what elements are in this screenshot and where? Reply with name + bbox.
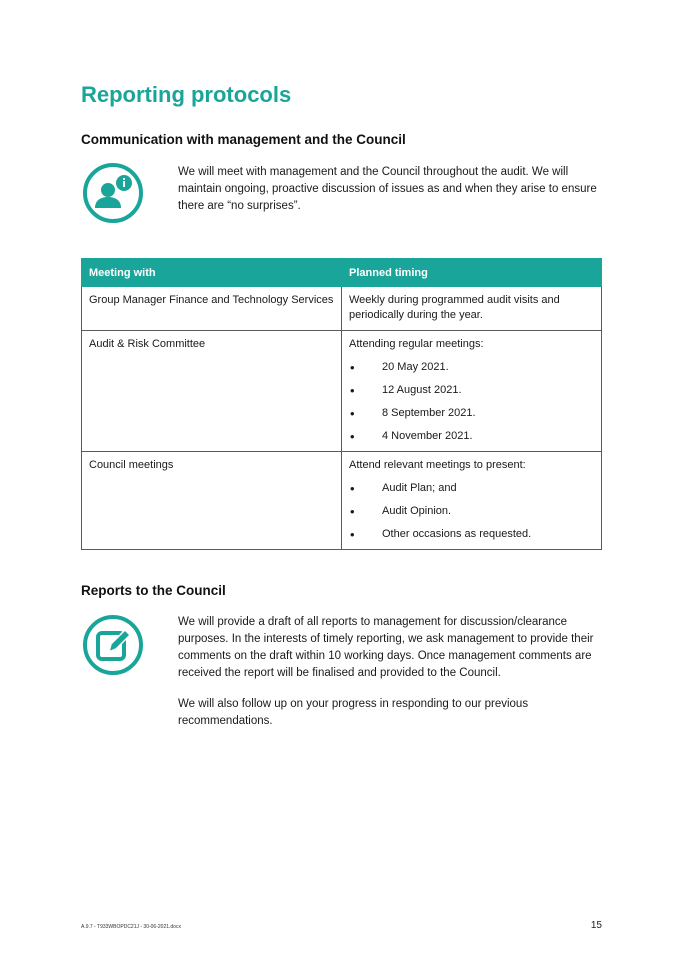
communication-paragraph: We will meet with management and the Council throughout the audit. We will maintain ongoing, proactive discussion of issues as and when they arise to ensure there are “no surprises”. <box>178 166 597 212</box>
timing-text: Attending regular meetings: <box>349 338 484 350</box>
list-item: • Other occasions as requested. <box>349 527 594 542</box>
page-number: 15 <box>590 920 602 931</box>
timing-text: Attend relevant meetings to present: <box>349 459 526 471</box>
table-row <box>82 331 602 452</box>
report-edit-icon <box>82 614 144 676</box>
table-row <box>82 452 602 550</box>
list-item: • Audit Opinion. <box>349 504 594 519</box>
list-item: • Audit Plan; and <box>349 481 594 496</box>
list-item: • 8 September 2021. <box>349 406 594 421</box>
table-header-row <box>82 259 602 287</box>
section-heading-communication: Communication with management and the Council <box>81 132 406 147</box>
timing-cell <box>342 452 602 550</box>
reports-paragraph-2: We will also follow up on your progress in responding to our previous recommendations. <box>178 698 529 727</box>
column-header-planned-timing: Planned timing <box>342 259 602 287</box>
meeting-cell: Group Manager Finance and Technology Services <box>82 287 342 331</box>
person-info-icon <box>82 162 144 224</box>
footer-document-reference: A.9.7 - T933WBOPDC21J - 30-06-2021.docx <box>81 924 181 930</box>
section-heading-reports: Reports to the Council <box>81 583 226 598</box>
column-header-meeting-with: Meeting with <box>82 259 342 287</box>
list-item: • 12 August 2021. <box>349 383 594 398</box>
timing-cell <box>342 331 602 452</box>
reports-paragraph-1: We will provide a draft of all reports to management for discussion/clearance purposes. In the interests of timely reporting, we ask management to provide their comments on the draft within 10 working days. Once management comments are received the report will be finalised and provided to the Council. <box>178 616 594 679</box>
list-item: • 4 November 2021. <box>349 429 594 444</box>
page-title: Reporting protocols <box>81 82 292 107</box>
meeting-cell: Council meetings <box>82 452 342 550</box>
list-item: • 20 May 2021. <box>349 360 594 375</box>
meeting-cell: Audit & Risk Committee <box>82 331 342 452</box>
timing-text: Weekly during programmed audit visits and periodically during the year. <box>349 294 560 321</box>
bullet-list <box>349 360 594 444</box>
table-row <box>82 287 602 331</box>
meetings-table <box>81 258 602 550</box>
bullet-list <box>349 481 594 542</box>
timing-cell <box>342 287 602 331</box>
